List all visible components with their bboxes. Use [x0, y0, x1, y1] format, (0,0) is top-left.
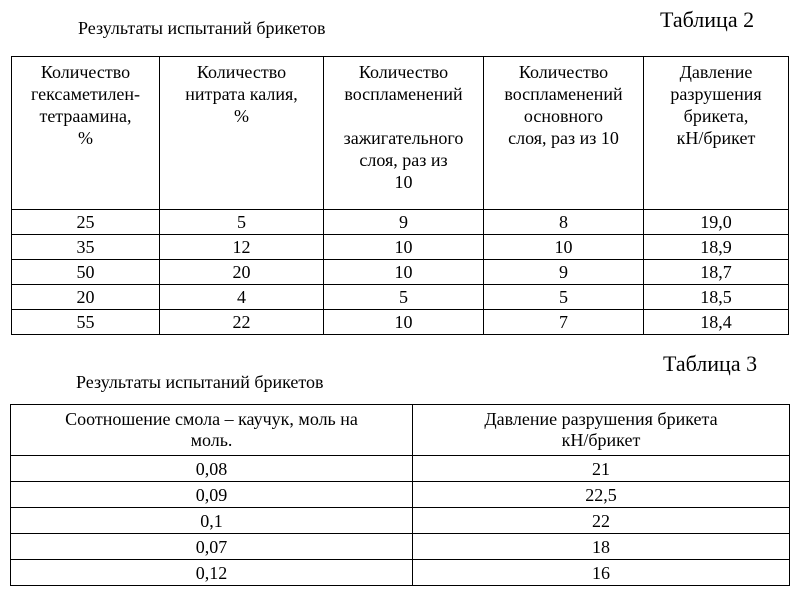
table3-header-cell	[413, 405, 790, 456]
table2-header-cell	[160, 57, 324, 210]
table2-header-line: %	[78, 128, 93, 148]
table2-cell: 19,0	[644, 210, 789, 235]
table3-cell: 0,12	[11, 560, 413, 586]
table2-header-line: гексаметилен-	[30, 84, 141, 104]
table2-header-line: зажигательного	[343, 128, 464, 148]
table3	[10, 404, 790, 586]
table2-cell: 22	[160, 310, 324, 335]
table2-header-line: %	[234, 106, 249, 126]
table3-header-line: Давление разрушения брикета	[484, 409, 718, 429]
table3-header-row	[11, 405, 790, 456]
table2-header-line: Количество	[358, 62, 449, 82]
table2	[11, 56, 789, 335]
table3-cell: 16	[413, 560, 790, 586]
table2-header-line: брикета,	[683, 106, 749, 126]
table2-cell: 18,7	[644, 260, 789, 285]
table2-caption: Результаты испытаний брикетов	[78, 18, 326, 38]
table2-header-row	[12, 57, 789, 210]
table3-header-line: моль.	[190, 430, 233, 450]
table3-cell: 0,09	[11, 482, 413, 508]
table3-row	[11, 534, 790, 560]
table2-cell: 20	[160, 260, 324, 285]
table2-row	[12, 310, 789, 335]
table2-header-line: слоя, раз из	[359, 150, 448, 170]
table2-row	[12, 260, 789, 285]
table2-header-line: кН/брикет	[676, 128, 756, 148]
table3-row	[11, 456, 790, 482]
table2-cell: 9	[324, 210, 484, 235]
table2-header-line: воспламенений	[344, 84, 463, 104]
table2-cell: 35	[12, 235, 160, 260]
table2-cell: 50	[12, 260, 160, 285]
table2-header-gap	[324, 105, 483, 127]
table3-row	[11, 508, 790, 534]
table2-header-line: тетраамина,	[39, 106, 132, 126]
table2-cell: 10	[324, 260, 484, 285]
table3-header-cell	[11, 405, 413, 456]
table3-number: Таблица 3	[663, 351, 758, 376]
table2-row	[12, 235, 789, 260]
table2-header-line: воспламенений	[504, 84, 623, 104]
table3-cell: 22,5	[413, 482, 790, 508]
table2-cell: 20	[12, 285, 160, 310]
table3-cell: 22	[413, 508, 790, 534]
table2-header-line: Количество	[196, 62, 287, 82]
table2-cell: 18,4	[644, 310, 789, 335]
table3-cell: 0,08	[11, 456, 413, 482]
table2-header-line: слоя, раз из 10	[508, 128, 619, 148]
table3-header-line: кН/брикет	[561, 430, 641, 450]
table2-cell: 7	[484, 310, 644, 335]
table2-cell: 18,5	[644, 285, 789, 310]
table3-cell: 18	[413, 534, 790, 560]
table3-cell: 0,07	[11, 534, 413, 560]
table3-cell: 0,1	[11, 508, 413, 534]
table2-header-cell	[12, 57, 160, 210]
table2-header-line: Количество	[518, 62, 609, 82]
table2-row	[12, 285, 789, 310]
table2-header-cell	[644, 57, 789, 210]
table2-header-cell	[324, 57, 484, 210]
table3-header-line: Соотношение смола – каучук, моль на	[65, 409, 358, 429]
table3-caption: Результаты испытаний брикетов	[76, 372, 324, 392]
table3-row	[11, 560, 790, 586]
table2-cell: 5	[160, 210, 324, 235]
table2-cell: 5	[484, 285, 644, 310]
table2-header-line: Количество	[40, 62, 131, 82]
table2-cell: 12	[160, 235, 324, 260]
table2-cell: 18,9	[644, 235, 789, 260]
table2-header-line: Давление	[679, 62, 753, 82]
table2-cell: 5	[324, 285, 484, 310]
table3-row	[11, 482, 790, 508]
table2-header-cell	[484, 57, 644, 210]
table2-row	[12, 210, 789, 235]
table2-cell: 4	[160, 285, 324, 310]
table2-header-line: нитрата калия,	[185, 84, 298, 104]
table3-cell: 21	[413, 456, 790, 482]
table2-header-line: основного	[523, 106, 604, 126]
table2-header-line: 10	[394, 172, 413, 192]
table2-cell: 10	[324, 310, 484, 335]
table2-cell: 9	[484, 260, 644, 285]
table2-cell: 10	[484, 235, 644, 260]
table2-cell: 10	[324, 235, 484, 260]
table2-cell: 25	[12, 210, 160, 235]
table2-cell: 55	[12, 310, 160, 335]
table2-cell: 8	[484, 210, 644, 235]
table2-header-line: разрушения	[670, 84, 762, 104]
table2-number: Таблица 2	[660, 7, 755, 32]
